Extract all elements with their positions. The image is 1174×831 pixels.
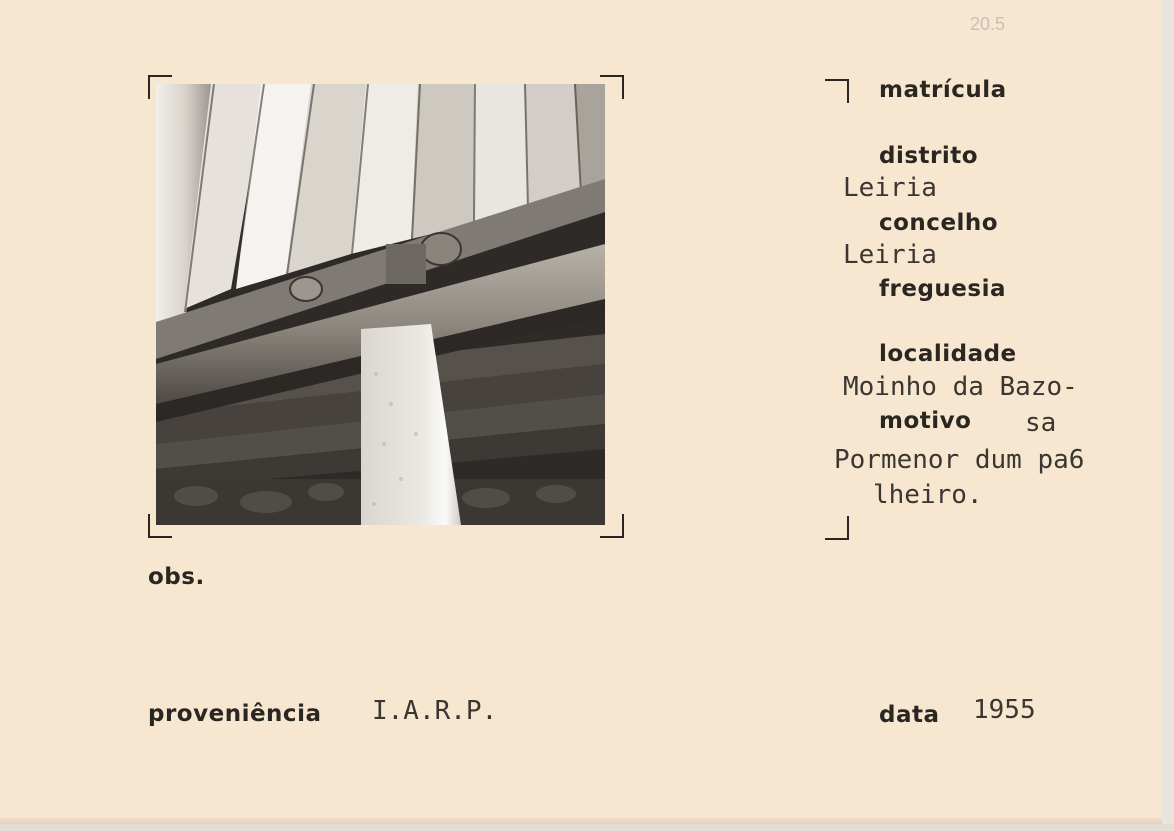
motivo-line0: sa (1025, 408, 1057, 438)
data-value: 1955 (973, 695, 1036, 725)
motivo-label: motivo (879, 408, 972, 434)
freguesia-label: freguesia (879, 276, 1006, 302)
motivo-line1: Pormenor dum pa6 (834, 445, 1085, 475)
card-edge-bottom (0, 824, 1174, 831)
motivo-line2: lheiro. (873, 480, 983, 510)
localidade-value: Moinho da Bazo- (843, 372, 1078, 402)
photograph-image (156, 84, 605, 525)
proveniencia-value: I.A.R.P. (372, 696, 498, 726)
photograph (156, 84, 605, 525)
data-label: data (879, 702, 940, 728)
card-edge-right (1162, 0, 1174, 831)
distrito-value: Leiria (843, 173, 937, 203)
concelho-value: Leiria (843, 240, 937, 270)
crop-mark-fields-top (825, 79, 849, 103)
obs-label: obs. (148, 564, 205, 590)
proveniencia-label: proveniência (148, 701, 322, 727)
concelho-label: concelho (879, 210, 999, 236)
pencil-note: 20.5 (970, 14, 1006, 34)
localidade-label: localidade (879, 341, 1017, 367)
crop-mark-fields-bottom (825, 516, 849, 540)
matricula-label: matrícula (879, 77, 1007, 103)
distrito-label: distrito (879, 143, 979, 169)
